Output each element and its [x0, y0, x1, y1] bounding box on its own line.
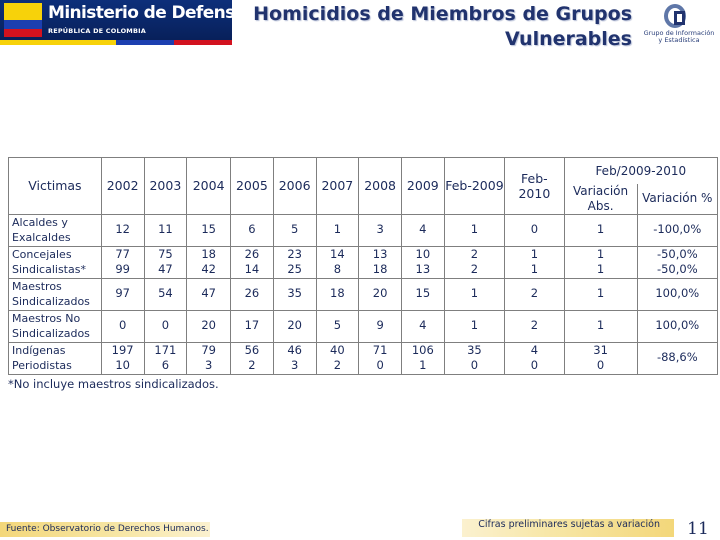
table-cell: 40 2 — [316, 342, 359, 374]
statistics-group-label-line1: Grupo de Información — [643, 29, 715, 37]
table-cell: 75 47 — [144, 246, 187, 278]
table-cell: 54 — [144, 278, 187, 310]
row-label: Maestros Sindicalizados — [9, 278, 102, 310]
year-header: 2009 — [401, 158, 444, 215]
table-cell: 15 — [401, 278, 444, 310]
table-cell: -50,0% -50,0% — [637, 246, 717, 278]
year-header: 2003 — [144, 158, 187, 215]
table-cell: 79 3 — [187, 342, 231, 374]
table-cell: 1 — [316, 214, 359, 246]
table-cell: 0 — [505, 214, 564, 246]
table-cell: 2 2 — [444, 246, 504, 278]
statistics-group-label-line2: y Estadística — [658, 36, 700, 44]
table-row — [9, 342, 718, 374]
table-cell: 35 0 — [444, 342, 504, 374]
table-cell: 171 6 — [144, 342, 187, 374]
table-cell: 0 — [144, 310, 187, 342]
table-cell: 2 — [505, 310, 564, 342]
table-cell: 46 3 — [273, 342, 316, 374]
table-cell: 17 — [231, 310, 274, 342]
table-cell: 23 25 — [273, 246, 316, 278]
variation-pct-header: Variación % — [637, 184, 717, 215]
year-header: 2006 — [273, 158, 316, 215]
feb-2010-header: Feb-2010 — [505, 158, 564, 215]
table-cell: 100,0% — [637, 310, 717, 342]
table-cell: 35 — [273, 278, 316, 310]
table-cell: 15 — [187, 214, 231, 246]
source-note: Fuente: Observatorio de Derechos Humanos. — [0, 522, 210, 537]
table-cell: 197 10 — [101, 342, 144, 374]
table-cell: 20 — [359, 278, 402, 310]
year-header: 2008 — [359, 158, 402, 215]
table-cell: 13 18 — [359, 246, 402, 278]
table-cell: 9 — [359, 310, 402, 342]
table-cell: -100,0% — [637, 214, 717, 246]
table-cell: 18 — [316, 278, 359, 310]
table-cell: 0 — [101, 310, 144, 342]
table-cell: 97 — [101, 278, 144, 310]
table-cell: 71 0 — [359, 342, 402, 374]
table-cell: 4 0 — [505, 342, 564, 374]
ministry-banner — [0, 0, 329, 40]
row-label: Maestros No Sindicalizados — [9, 310, 102, 342]
year-header: 2005 — [231, 158, 274, 215]
page-title-line1: Homicidios de Miembros de Grupos — [253, 3, 632, 25]
table-row — [9, 278, 718, 310]
row-label: Alcaldes y Exalcaldes — [9, 214, 102, 246]
flag-stripe — [0, 40, 232, 45]
table-cell: 26 — [231, 278, 274, 310]
page-number: 11 — [676, 518, 720, 540]
year-header: 2007 — [316, 158, 359, 215]
variation-abs-header: Variación Abs. — [564, 184, 637, 215]
footnote: *No incluye maestros sindicalizados. — [8, 377, 219, 391]
table-row — [9, 310, 718, 342]
table-cell: 20 — [273, 310, 316, 342]
homicides-table — [8, 157, 718, 375]
variation-group-header: Feb/2009-2010 — [564, 158, 717, 184]
table-cell: 20 — [187, 310, 231, 342]
row-label-line: Concejales — [12, 247, 72, 261]
table-cell: 1 — [444, 214, 504, 246]
table-cell: 56 2 — [231, 342, 274, 374]
row-label-line: Periodistas — [12, 359, 72, 372]
table-cell: 4 — [401, 214, 444, 246]
table-cell: 106 1 — [401, 342, 444, 374]
statistics-group-label — [638, 30, 720, 44]
table-cell: 1 1 — [564, 246, 637, 278]
table-cell: 3 — [359, 214, 402, 246]
preliminary-note: Cifras preliminares sujetas a variación — [462, 519, 674, 537]
table-row — [9, 246, 718, 278]
table-cell: 1 — [564, 278, 637, 310]
table-cell: 1 — [444, 310, 504, 342]
table-cell: 77 99 — [101, 246, 144, 278]
table-cell: 5 — [316, 310, 359, 342]
colombia-shield-icon — [4, 3, 42, 37]
row-label — [9, 246, 102, 278]
table-cell: 6 — [231, 214, 274, 246]
table-cell: 2 — [505, 278, 564, 310]
table-cell: 1 — [444, 278, 504, 310]
table-cell: 18 42 — [187, 246, 231, 278]
feb-2009-header: Feb-2009 — [444, 158, 504, 215]
table-cell: 1 — [564, 310, 637, 342]
table-cell: 26 14 — [231, 246, 274, 278]
row-label — [9, 342, 102, 374]
page-title-line2: Vulnerables — [505, 28, 632, 50]
table-cell: 12 — [101, 214, 144, 246]
page-title — [253, 2, 632, 52]
row-label-line: Indígenas — [12, 343, 66, 357]
table-row — [9, 214, 718, 246]
republic-label: REPÚBLICA DE COLOMBIA — [48, 27, 146, 35]
table-cell: 5 — [273, 214, 316, 246]
table-cell: 1 — [564, 214, 637, 246]
ministry-name: Ministerio de Defensa Nacional — [48, 3, 329, 23]
statistics-group-logo-icon — [662, 2, 690, 30]
table-cell: 100,0% — [637, 278, 717, 310]
year-header: 2004 — [187, 158, 231, 215]
victims-header: Victimas — [9, 158, 102, 215]
year-header: 2002 — [101, 158, 144, 215]
table-cell: 1 1 — [505, 246, 564, 278]
table-cell: 47 — [187, 278, 231, 310]
table-cell: 31 0 — [564, 342, 637, 374]
table-cell: 11 — [144, 214, 187, 246]
table-cell: 4 — [401, 310, 444, 342]
table-cell: 14 8 — [316, 246, 359, 278]
table-cell: -88,6% — [637, 342, 717, 374]
row-label-line: Sindicalistas* — [12, 263, 86, 276]
table-cell: 10 13 — [401, 246, 444, 278]
